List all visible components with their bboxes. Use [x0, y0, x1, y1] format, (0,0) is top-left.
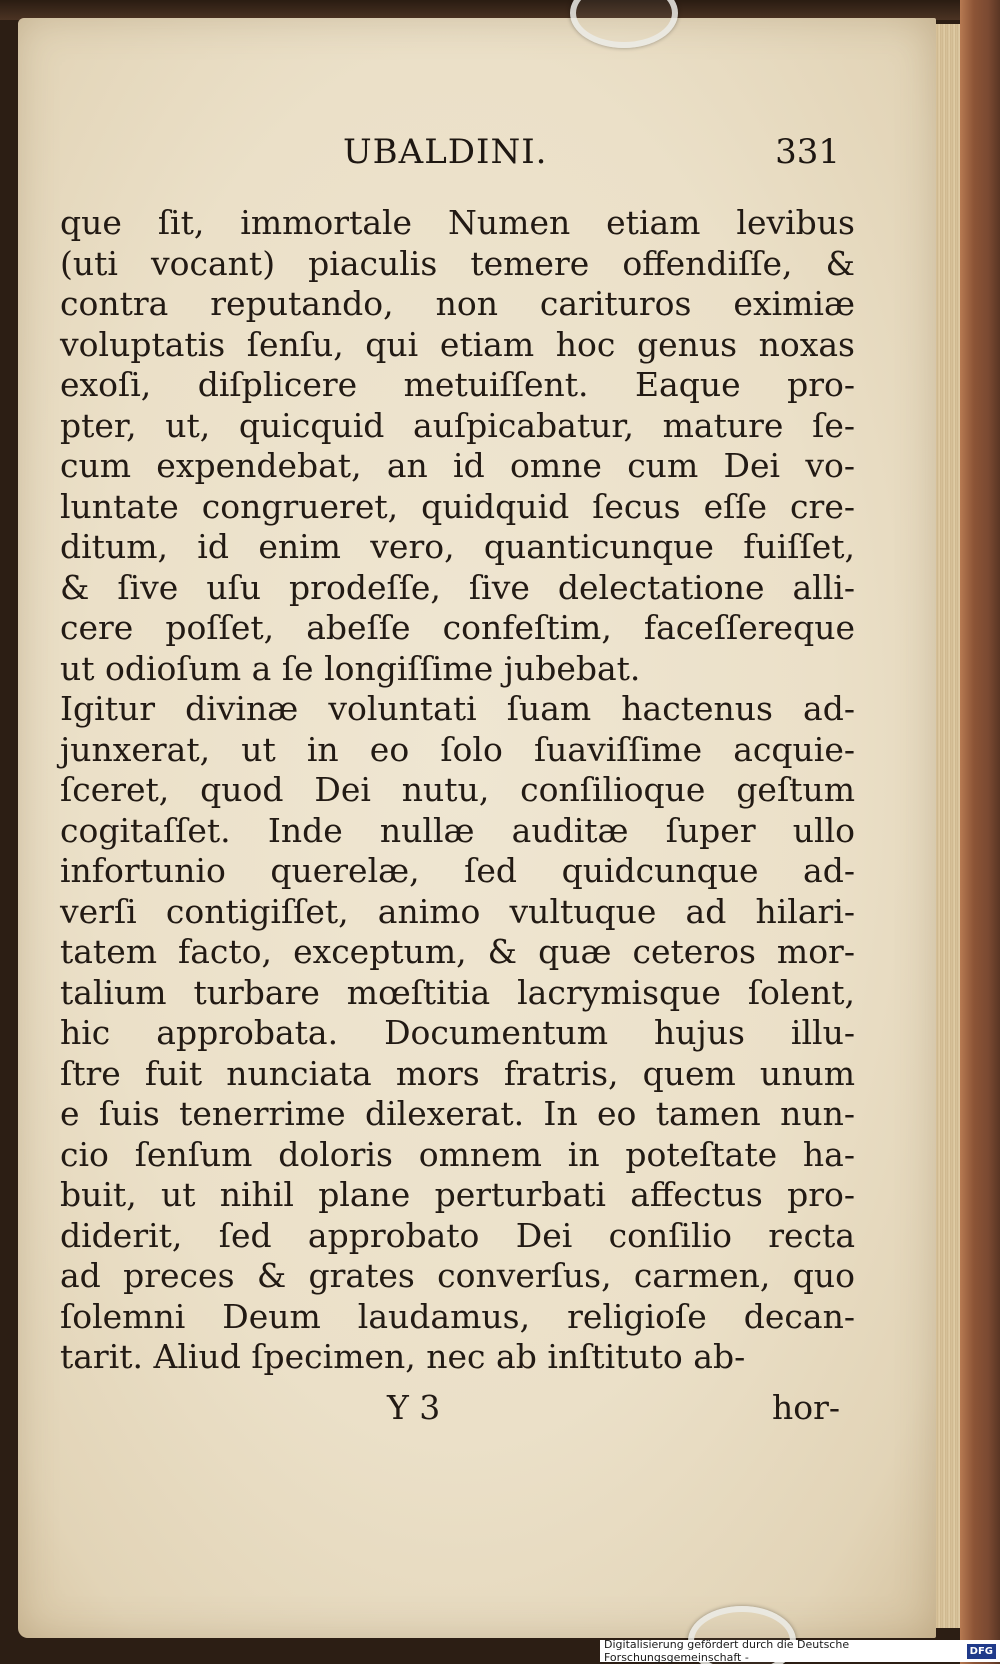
text-line: exoſi, diſplicere metuiſſent. Eaque pro-	[60, 365, 855, 404]
signature-mark: Y 3	[387, 1388, 441, 1427]
text-line: ſolemni Deum laudamus, religioſe decan-	[60, 1296, 855, 1336]
text-line: cere poſſet, abeſſe confeſtim, faceſſereque	[60, 608, 855, 647]
catchword: hor-	[771, 1388, 840, 1427]
text-line: infortunio querelæ, ſed quidcunque ad-	[60, 851, 855, 890]
page-header	[60, 132, 840, 182]
text-line: & ſive uſu prodeſſe, ſive delectatione alli-	[60, 567, 855, 607]
text-line: pter, ut, quicquid auſpicabatur, mature ſe-	[60, 405, 855, 445]
book-cover-edge	[960, 0, 1000, 1664]
page-number: 331	[775, 132, 840, 172]
body-text	[60, 203, 855, 1378]
text-line: hic approbata. Documentum hujus illu-	[60, 1013, 855, 1052]
digitization-attribution	[600, 1640, 1000, 1662]
text-line: (uti vocant) piaculis temere offendiſſe, &	[60, 243, 855, 283]
text-line: ſceret, quod Dei nutu, conſilioque geſtum	[60, 770, 855, 809]
text-line: ditum, id enim vero, quanticunque fuiſſet,	[60, 527, 855, 566]
text-line: talium turbare mœſtitia lacrymisque ſolent,	[60, 972, 855, 1012]
text-line: e ſuis tenerrime dilexerat. In eo tamen nun-	[60, 1094, 855, 1133]
text-line: ut odioſum a ſe longiſſime jubebat.	[60, 648, 641, 688]
text-line: Igitur divinæ voluntati ſuam hactenus ad-	[60, 689, 855, 728]
text-line: contra reputando, non carituros eximiæ	[60, 284, 855, 323]
page-footer	[60, 1388, 840, 1432]
attribution-text: Digitalisierung gefördert durch die Deutsche Forschungsgemeinschaft -	[604, 1638, 850, 1664]
text-line: tatem facto, exceptum, & quæ ceteros mor-	[60, 932, 855, 971]
text-line: ad preces & grates converſus, carmen, quo	[60, 1256, 855, 1295]
text-line: tarit. Aliud ſpecimen, nec ab inſtituto ab-	[60, 1337, 746, 1376]
text-line: junxerat, ut in eo ſolo ſuaviſſime acquie-	[60, 729, 855, 769]
text-line: cum expendebat, an id omne cum Dei vo-	[60, 446, 855, 485]
text-line: diderit, ſed approbato Dei conſilio recta	[60, 1215, 855, 1255]
text-line: luntate congrueret, quidquid ſecus eſſe cre-	[60, 486, 855, 526]
page-fore-edge	[936, 24, 960, 1628]
text-line: cogitaſſet. Inde nullæ auditæ ſuper ullo	[60, 810, 855, 850]
binding-top-shadow	[0, 0, 1000, 20]
text-line: que ſit, immortale Numen etiam levibus	[60, 203, 855, 242]
text-line: voluptatis ſenſu, qui etiam hoc genus noxas	[60, 324, 855, 364]
dfg-logo: DFG	[967, 1644, 996, 1659]
text-line: verſi contigiſſet, animo vultuque ad hilari-	[60, 891, 855, 931]
text-line: cio ſenſum doloris omnem in poteſtate ha-	[60, 1134, 855, 1174]
running-head: UBALDINI.	[343, 132, 548, 172]
text-line: buit, ut nihil plane perturbati affectus pro-	[60, 1175, 855, 1214]
text-line: ſtre fuit nunciata mors fratris, quem unum	[60, 1053, 855, 1093]
